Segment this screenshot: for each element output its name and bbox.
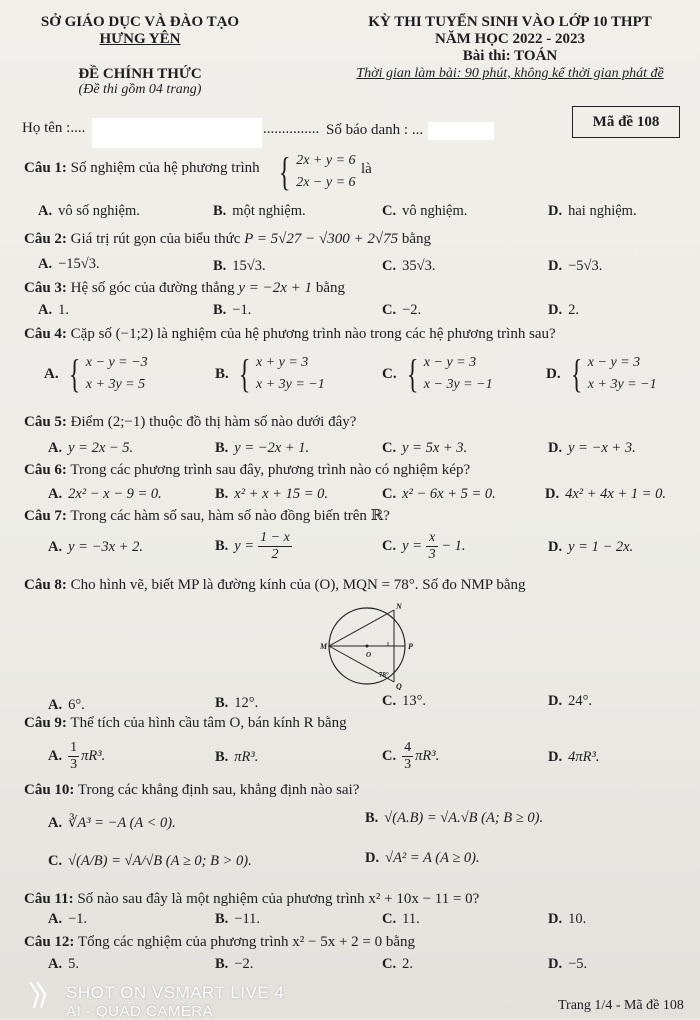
- label-q: Q: [396, 682, 402, 690]
- q12-option-d: D. −5.: [548, 956, 588, 972]
- name-dots: ...............: [263, 121, 320, 137]
- q6-option-a: A. 2x² − x − 9 = 0.: [48, 486, 162, 502]
- q9-option-d: D. 4πR³.: [548, 749, 600, 765]
- q3-option-b: B. −1.: [213, 302, 252, 318]
- exam-code-box: Mã đề 108: [572, 106, 680, 138]
- question-5: Câu 5: Điểm (2;−1) thuộc đồ thị hàm số nào dưới đây?: [24, 414, 357, 430]
- question-tail: là: [361, 161, 372, 177]
- q10-option-c: C. √(A/B) = √A/√B (A ≥ 0; B > 0).: [48, 853, 252, 869]
- question-6: Câu 6: Trong các phương trình sau đây, phương trình nào có nghiệm kép?: [24, 462, 471, 478]
- q7-option-a: A. y = −3x + 2.: [48, 539, 143, 555]
- q4-option-a: A. { x − y = −3 x + 3y = 5: [44, 351, 148, 396]
- school-year: NĂM HỌC 2022 - 2023: [435, 31, 585, 47]
- redacted-name: [92, 118, 262, 148]
- name-label: Họ tên :....: [22, 120, 86, 136]
- q6-option-b: B. x² + x + 15 = 0.: [215, 486, 328, 502]
- q4-option-d: D. { x − y = 3 x + 3y = −1: [546, 351, 657, 396]
- q10-option-d: D. √A² = A (A ≥ 0).: [365, 850, 480, 866]
- camera-watermark-line1: SHOT ON VSMART LIVE 4: [66, 983, 285, 1002]
- question-11: Câu 11: Số nào sau đây là một nghiệm của phương trình x² + 10x − 11 = 0?: [24, 891, 480, 907]
- label-p: P: [408, 642, 413, 651]
- q11-option-b: B. −11.: [215, 911, 261, 927]
- q1-option-a: A. vô số nghiệm.: [38, 203, 140, 219]
- question-1: [24, 160, 260, 177]
- q5-option-c: C. y = 5x + 3.: [382, 440, 468, 456]
- q8-option-c: C. 13°.: [382, 693, 427, 709]
- department-name: SỞ GIÁO DỤC VÀ ĐÀO TẠO: [40, 14, 240, 30]
- q12-option-c: C. 2.: [382, 956, 413, 972]
- q8-option-d: D. 24°.: [548, 693, 593, 709]
- official-label: ĐỀ CHÍNH THỨC: [78, 66, 202, 82]
- q8-option-b: B. 12°.: [215, 695, 259, 711]
- q1-option-c: C. vô nghiệm.: [382, 203, 468, 219]
- q6-option-c: C. x² − 6x + 5 = 0.: [382, 486, 496, 502]
- candidate-number-label: Số báo danh : ...: [326, 122, 424, 138]
- q9-option-a: A. 1 3 πR³.: [48, 740, 106, 772]
- q3-option-a: A. 1.: [38, 302, 69, 318]
- question-8: Câu 8: Cho hình vẽ, biết MP là đường kính của (O), MQN = 78°. Số đo NMP bằng: [24, 577, 526, 593]
- q11-option-d: D. 10.: [548, 911, 587, 927]
- q4-option-b: B. { x + y = 3 x + 3y = −1: [215, 351, 325, 396]
- exam-title: KỲ THI TUYỂN SINH VÀO LỚP 10 THPT: [368, 14, 652, 30]
- q8-figure: [312, 600, 422, 690]
- province-name: HƯNG YÊN: [99, 31, 181, 47]
- q10-option-a: A. ∛A³ = −A (A < 0).: [48, 815, 176, 831]
- question-number: Câu 1:: [24, 160, 67, 176]
- question-10: Câu 10: Trong các khẳng định sau, khẳng định nào sai?: [24, 782, 360, 798]
- question-2: Câu 2: Giá trị rút gọn của biểu thức P = 5√27 − √300 + 2√75 bằng: [24, 231, 432, 247]
- q4-option-c: C. { x − y = 3 x − 3y = −1: [382, 351, 493, 396]
- q12-option-b: B. −2.: [215, 956, 254, 972]
- label-angle: 78°: [379, 671, 389, 679]
- q5-option-d: D. y = −x + 3.: [548, 440, 636, 456]
- q11-option-c: C. 11.: [382, 911, 420, 927]
- label-m: M: [320, 642, 328, 651]
- q5-option-a: A. y = 2x − 5.: [48, 440, 134, 456]
- q2-option-b: B. 15√3.: [213, 258, 266, 274]
- q7-option-b: B. y = $\frac{1 - x}{2}$: [215, 530, 290, 562]
- chord-mn: [329, 610, 394, 646]
- q6-option-d: D. 4x² + 4x + 1 = 0.: [545, 486, 667, 502]
- q3-option-d: D. 2.: [548, 302, 579, 318]
- q7-option-c: C. y = $\frac{x}{3}$ − 1.: [382, 530, 466, 562]
- pages-note: (Đề thi gồm 04 trang): [78, 82, 202, 97]
- q2-option-a: A. −15√3.: [38, 256, 100, 272]
- camera-brand-logo-icon: [26, 980, 50, 1010]
- question-12: Câu 12: Tổng các nghiệm của phương trình x² − 5x + 2 = 0 bằng: [24, 934, 416, 950]
- q8-option-a: A. 6°.: [48, 697, 85, 713]
- center-point: [366, 645, 369, 648]
- equation: 2x + y = 6: [296, 153, 356, 168]
- question-3: Câu 3: Hệ số góc của đường thẳng y = −2x + 1 bằng: [24, 280, 345, 296]
- subject-title: Bài thi: TOÁN: [462, 48, 558, 64]
- question-7: Câu 7: Trong các hàm số sau, hàm số nào đồng biến trên ℝ?: [24, 508, 390, 524]
- q1-system: { 2x + y = 6 2x − y = 6: [278, 149, 356, 194]
- camera-watermark-line2: AI - QUAD CAMERA: [66, 1003, 214, 1020]
- q5-option-b: B. y = −2x + 1.: [215, 440, 310, 456]
- q1-option-b: B. một nghiệm.: [213, 203, 306, 219]
- equation: 2x − y = 6: [296, 175, 356, 190]
- redacted-number: [428, 122, 494, 140]
- q9-option-c: C. 4 3 πR³.: [382, 740, 440, 772]
- q2-option-c: C. 35√3.: [382, 258, 436, 274]
- question-text: Số nghiệm của hệ phương trình: [70, 160, 260, 176]
- q10-option-b: B. √(A.B) = √A.√B (A; B ≥ 0).: [365, 810, 544, 826]
- question-9: Câu 9: Thể tích của hình cầu tâm O, bán kính R bằng: [24, 715, 347, 731]
- q2-option-d: D. −5√3.: [548, 258, 603, 274]
- label-o: O: [366, 651, 372, 659]
- q12-option-a: A. 5.: [48, 956, 79, 972]
- q1-option-d: D. hai nghiệm.: [548, 203, 637, 219]
- label-n: N: [396, 602, 402, 611]
- q7-option-d: D. y = 1 − 2x.: [548, 539, 634, 555]
- q11-option-a: A. −1.: [48, 911, 88, 927]
- time-limit: Thời gian làm bài: 90 phút, không kể thời gian phát đề: [356, 66, 664, 81]
- q9-option-b: B. πR³.: [215, 749, 259, 765]
- question-4: Câu 4: Cặp số (−1;2) là nghiệm của hệ phương trình nào trong các hệ phương trình sau?: [24, 326, 556, 342]
- q3-option-c: C. −2.: [382, 302, 422, 318]
- page-footer: Trang 1/4 - Mã đề 108: [558, 998, 684, 1013]
